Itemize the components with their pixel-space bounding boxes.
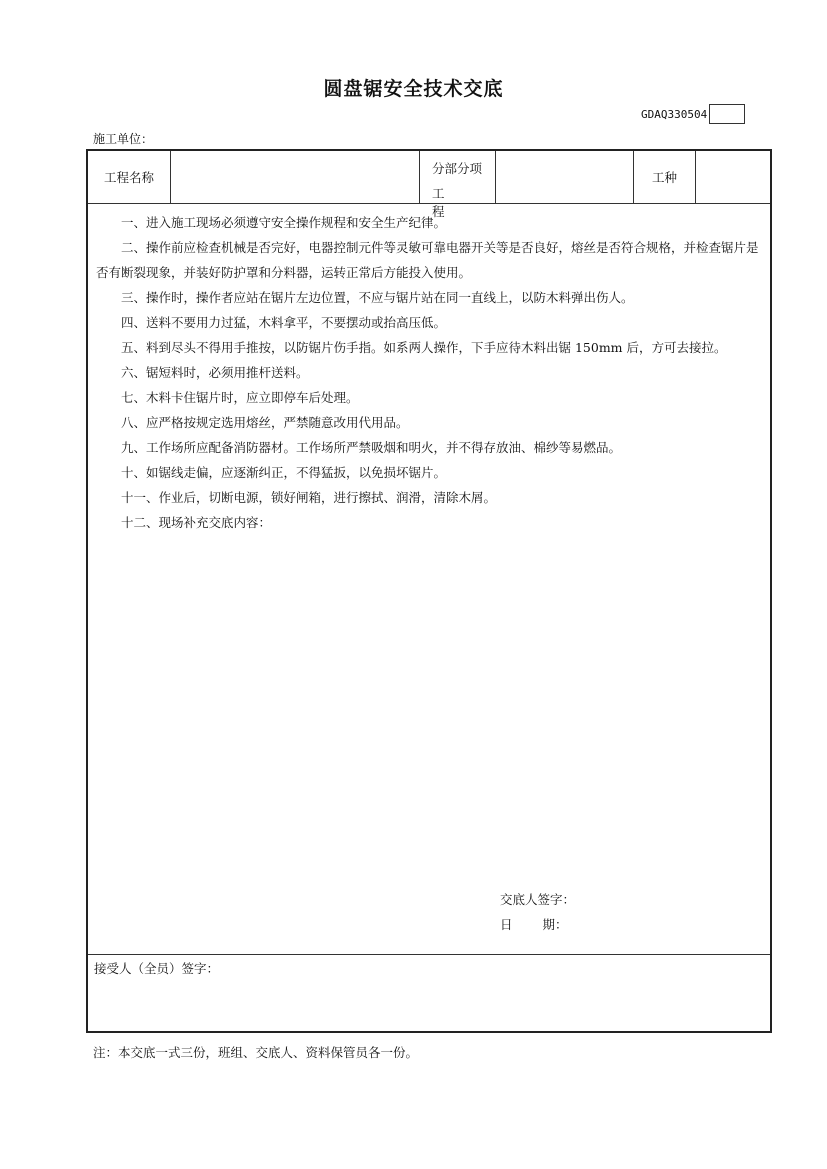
disclosure-content bbox=[88, 204, 770, 955]
safety-item: 十一、作业后，切断电源，锁好闸箱，进行擦拭、润滑，清除木屑。 bbox=[121, 490, 497, 505]
safety-item: 九、工作场所应配备消防器材。工作场所严禁吸烟和明火，并不得存放油、棉纱等易燃品。 bbox=[121, 440, 622, 455]
sub-project-label bbox=[420, 151, 496, 219]
safety-item: 五、料到尽头不得用手推按，以防锯片伤手指。如系两人操作，下手应待木料出锯 150mm 后，方可去接拉。 bbox=[121, 340, 727, 355]
document-title: 圆盘锯安全技术交底 bbox=[323, 78, 504, 100]
safety-item: 十、如锯线走偏，应逐渐纠正，不得猛扳，以免损坏锯片。 bbox=[121, 465, 447, 480]
safety-item: 七、木料卡住锯片时，应立即停车后处理。 bbox=[121, 390, 359, 405]
work-type-value bbox=[696, 151, 770, 203]
date-row bbox=[500, 912, 575, 937]
date-label-a: 日 bbox=[500, 917, 513, 932]
safety-item: 二、操作前应检查机械是否完好，电器控制元件等灵敏可靠电器开关等是否良好，熔丝是否符合规格，并检查锯片是否有断裂现象，并装好防护罩和分料器，运转正常后方能投入使用。 bbox=[96, 240, 759, 280]
document-code-text: GDAQ330504 bbox=[641, 107, 708, 121]
disclosure-table bbox=[86, 149, 772, 1033]
document-code bbox=[641, 104, 745, 124]
safety-item: 十二、现场补充交底内容： bbox=[121, 515, 272, 530]
date-label-b: 期： bbox=[542, 917, 568, 932]
signer-label: 交底人签字： bbox=[500, 892, 576, 907]
project-name-label: 工程名称 bbox=[88, 151, 171, 203]
safety-item: 四、送料不要用力过猛，木料拿平，不要摆动或抬高压低。 bbox=[121, 315, 447, 330]
sub-project-label-line2: 工程 bbox=[432, 186, 469, 219]
sub-project-value bbox=[496, 151, 634, 203]
footnote: 注：本交底一式三份，班组、交底人、资料保管员各一份。 bbox=[93, 1045, 419, 1060]
signature-block bbox=[500, 887, 575, 937]
project-name-value bbox=[171, 151, 420, 203]
safety-item: 六、锯短料时，必须用推杆送料。 bbox=[121, 365, 309, 380]
document-code-box bbox=[709, 104, 745, 124]
receiver-signature-label: 接受人（全员）签字： bbox=[94, 961, 220, 976]
safety-item: 三、操作时，操作者应站在锯片左边位置，不应与锯片站在同一直线上，以防木料弹出伤人。 bbox=[121, 290, 634, 305]
sub-project-label-line1: 分部分项 bbox=[432, 161, 483, 176]
safety-item: 一、进入施工现场必须遵守安全操作规程和安全生产纪律。 bbox=[121, 215, 447, 230]
construction-unit-label: 施工单位： bbox=[93, 132, 154, 146]
header-row bbox=[88, 151, 770, 219]
work-type-label: 工种 bbox=[634, 151, 696, 203]
safety-item: 八、应严格按规定选用熔丝，严禁随意改用代用品。 bbox=[121, 415, 409, 430]
safety-items-list bbox=[96, 210, 766, 535]
